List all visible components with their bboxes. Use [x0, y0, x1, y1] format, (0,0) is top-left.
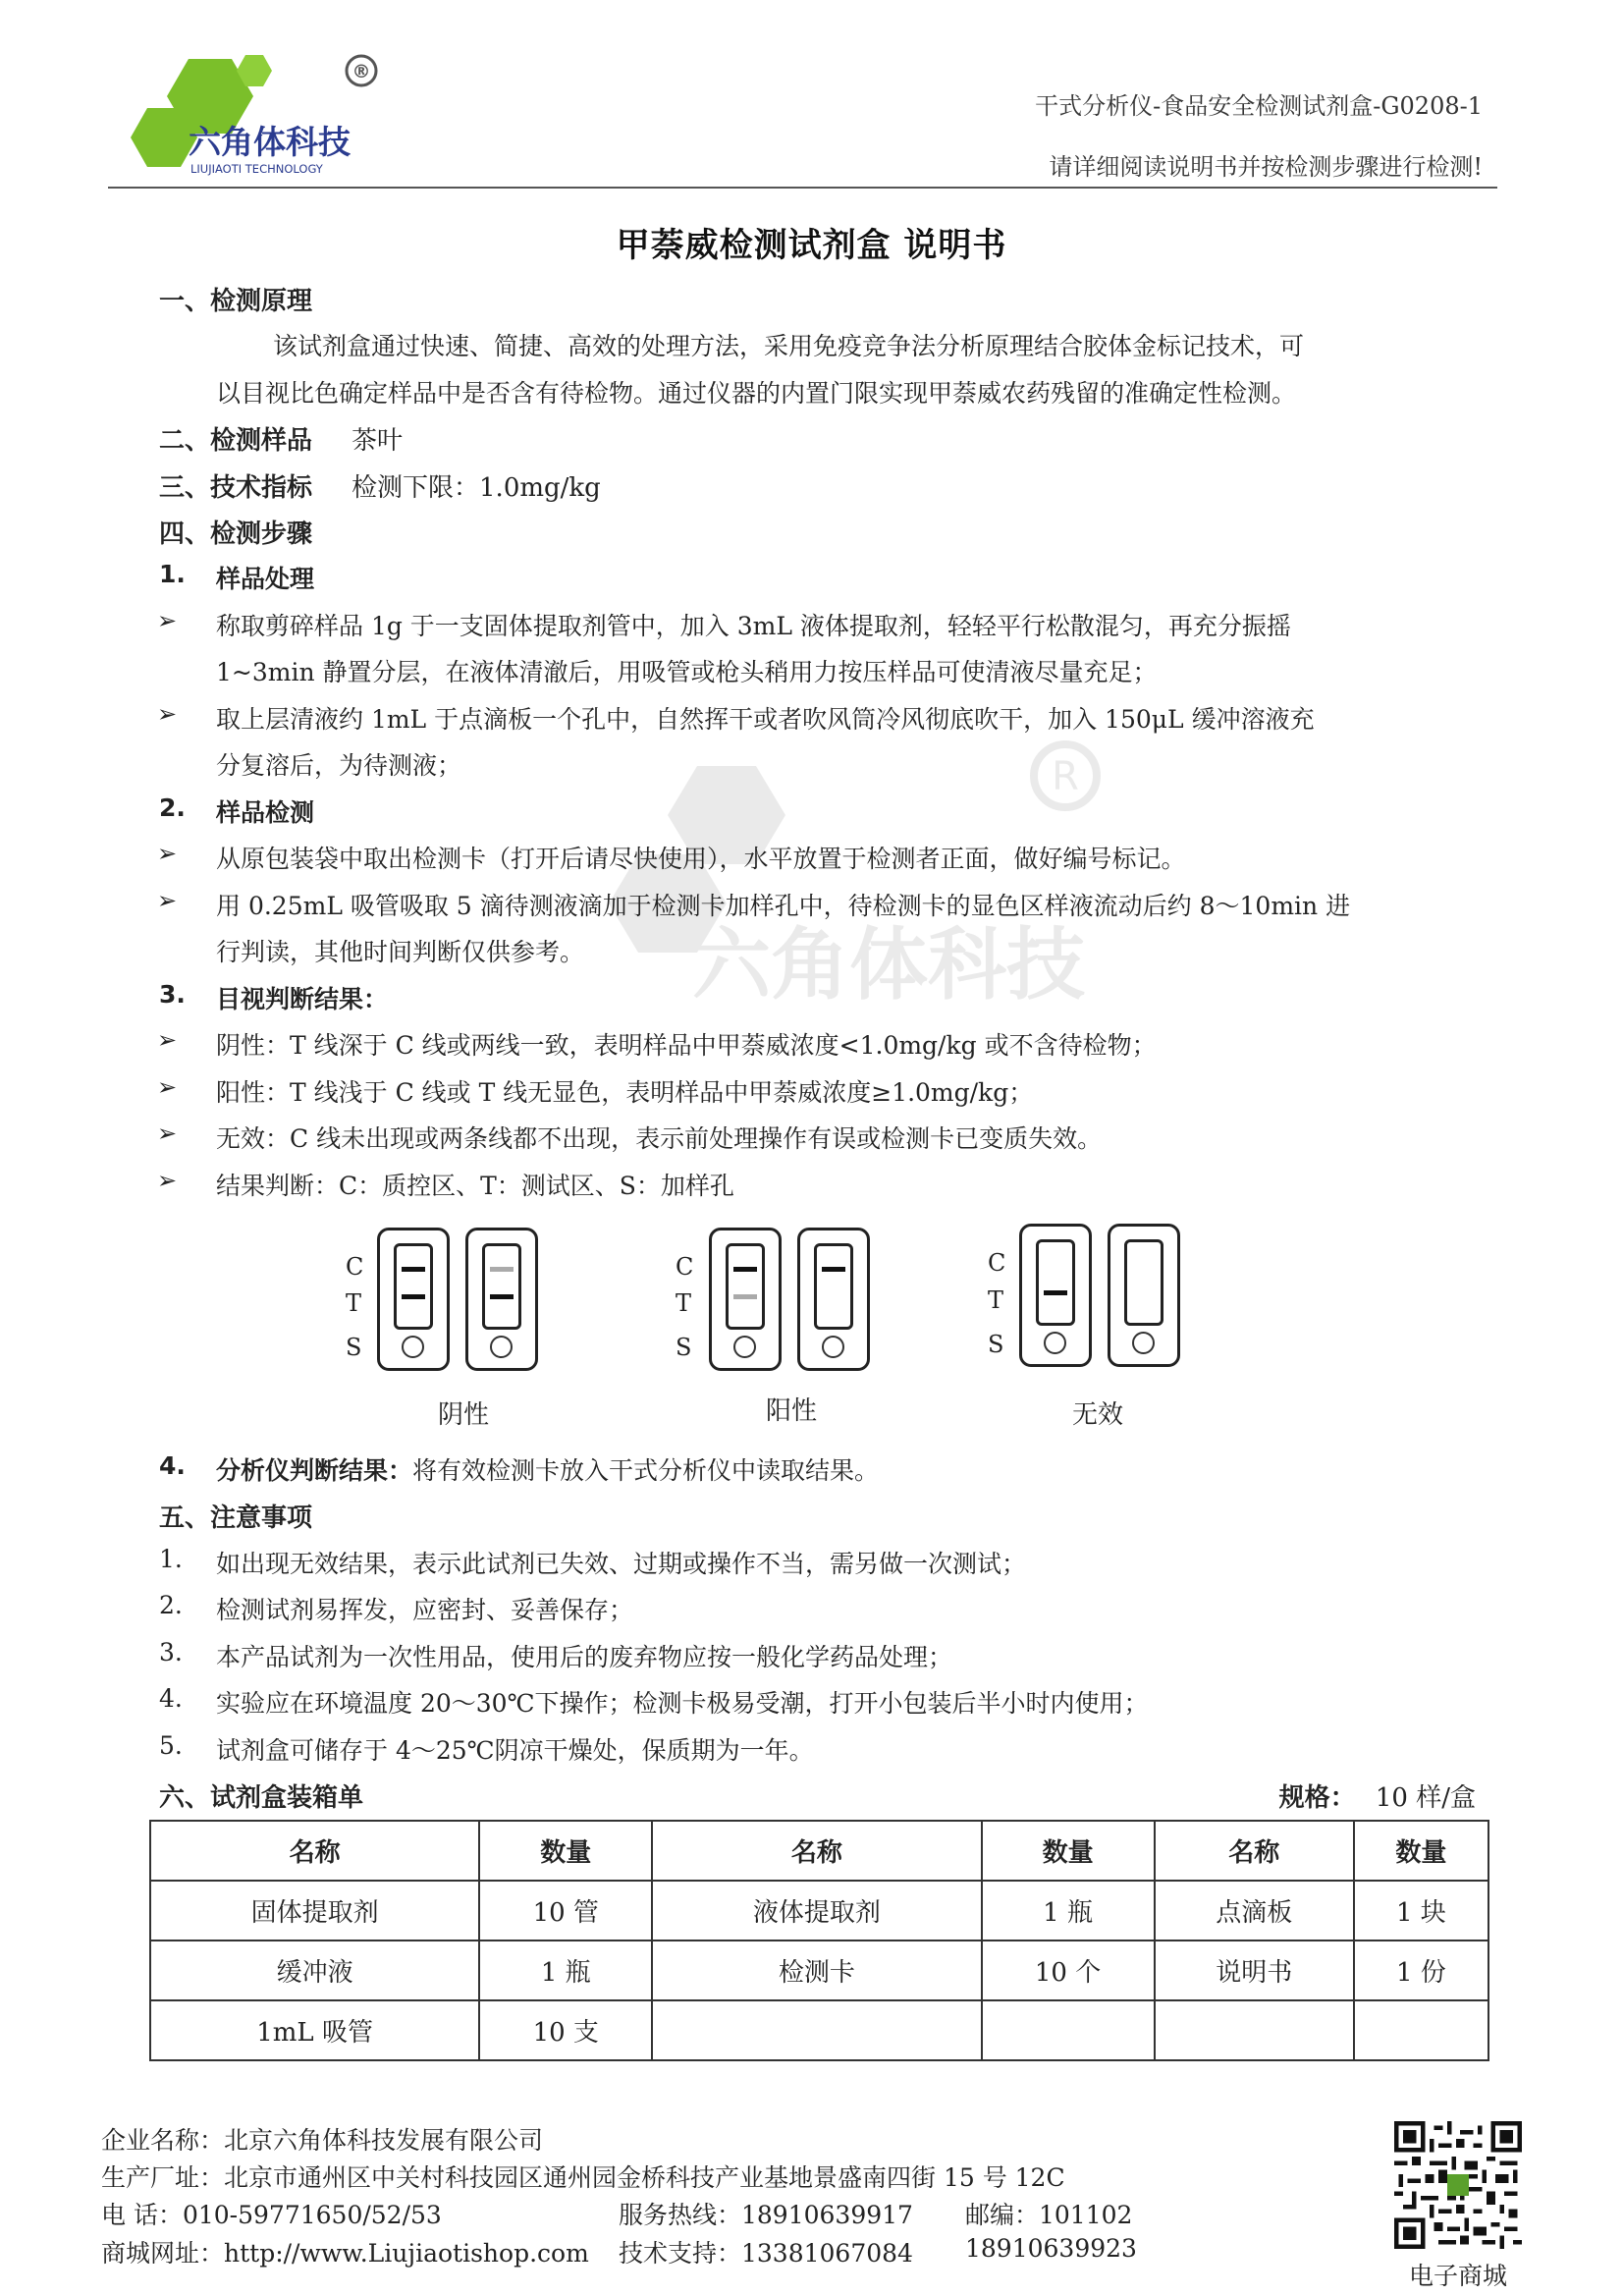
invalid-strip-2: [1108, 1224, 1180, 1367]
table-cell: [1354, 2000, 1488, 2060]
document-code: 干式分析仪-食品安全检测试剂盒-G0208-1: [1035, 92, 1483, 120]
sample-well: [1044, 1332, 1066, 1354]
logo-subtitle: LIUJIAOTI TECHNOLOGY: [190, 162, 323, 176]
arrow-bullet-icon: ➢: [157, 887, 178, 914]
strip-window: [726, 1243, 765, 1330]
svg-text:六角体科技: 六角体科技: [692, 919, 1085, 1011]
step4-text: 将有效检测卡放入干式分析仪中读取结果。: [412, 1456, 880, 1485]
c-line: [822, 1267, 845, 1272]
caption-invalid: 无效: [1071, 1400, 1123, 1430]
negative-strip-1: [377, 1228, 450, 1371]
logo-name: 六角体科技: [189, 123, 351, 161]
table-cell: 1 块: [1354, 1881, 1488, 1941]
footer-postcode: 邮编：101102: [965, 2201, 1133, 2229]
footer-shop-url[interactable]: 商城网址：http://www.Liujiaotishop.com: [101, 2239, 589, 2268]
section-packing-heading: 六、试剂盒装箱单: [159, 1783, 364, 1813]
sample-well: [733, 1336, 756, 1358]
table-cell: 液体提取剂: [652, 1881, 981, 1941]
result-negative-text: 阴性：T 线深于 C 线或两线一致，表明样品中甲萘威浓度<1.0mg/kg 或不含待检物；: [216, 1031, 1157, 1060]
caption-negative: 阴性: [437, 1400, 489, 1430]
table-cell: 10 支: [479, 2000, 652, 2060]
strip-label-t: T: [988, 1286, 1004, 1314]
c-line-faint: [490, 1267, 514, 1272]
step1-number: 1.: [159, 560, 186, 588]
table-cell: [982, 2000, 1155, 2060]
step2-bullet2-line2: 行判读，其他时间判断仅供参考。: [216, 938, 585, 966]
company-logo: [128, 47, 422, 185]
arrow-bullet-icon: ➢: [157, 700, 178, 728]
note-text: 检测试剂易挥发，应密封、妥善保存；: [216, 1596, 634, 1624]
arrow-bullet-icon: ➢: [157, 1073, 178, 1101]
strip-window: [1124, 1239, 1163, 1326]
column-header: 名称: [652, 1821, 981, 1881]
strip-label-c: C: [676, 1253, 694, 1281]
arrow-bullet-icon: ➢: [157, 607, 178, 634]
footer-support-2: 18910639923: [965, 2234, 1137, 2263]
registered-mark: ®: [352, 61, 371, 82]
strip-window: [1036, 1239, 1075, 1326]
read-notice: 请详细阅读说明书并按检测步骤进行检测!: [1049, 153, 1483, 181]
table-row: [150, 2000, 1488, 2060]
strip-label-c: C: [988, 1249, 1006, 1277]
note-number: 1.: [159, 1545, 183, 1573]
qr-code-icon[interactable]: [1394, 2121, 1522, 2249]
note-number: 5.: [159, 1731, 183, 1760]
footer-support: 技术支持：13381067084: [619, 2239, 913, 2268]
table-cell: 1 瓶: [982, 1881, 1155, 1941]
column-header: 名称: [150, 1821, 479, 1881]
note-number: 2.: [159, 1591, 183, 1619]
footer-phone: 电 话：010-59771650/52/53: [101, 2201, 442, 2229]
footer-company: 企业名称：北京六角体科技发展有限公司: [101, 2126, 544, 2155]
sample-value: 茶叶: [352, 426, 404, 456]
step2-label: 样品检测: [216, 798, 315, 827]
table-row: [150, 1881, 1488, 1941]
step1-bullet1-line2: 1~3min 静置分层，在液体清澈后，用吸管或枪头稍用力按压样品可使清液尽量充足；: [216, 658, 1158, 686]
table-cell: 1 瓶: [479, 1941, 652, 2000]
section-spec: [159, 467, 601, 504]
result-positive-text: 阳性：T 线浅于 C 线或 T 线无显色，表明样品中甲萘威浓度≥1.0mg/kg；: [216, 1078, 1034, 1107]
caption-positive: 阳性: [765, 1396, 817, 1426]
document-title: 甲萘威检测试剂盒 说明书: [616, 226, 1007, 265]
kit-spec: [1279, 1777, 1476, 1814]
positive-strip-1: [709, 1228, 782, 1371]
step2-bullet2-line1: 用 0.25mL 吸管吸取 5 滴待测液滴加于检测卡加样孔中，待检测卡的显色区样液流动后约 8～10min 进: [216, 892, 1351, 920]
table-cell: 固体提取剂: [150, 1881, 479, 1941]
strip-label-s: S: [988, 1331, 1004, 1358]
t-line: [402, 1294, 425, 1299]
c-line: [402, 1267, 425, 1272]
section-principle-heading: 一、检测原理: [159, 287, 313, 316]
step4-line: [216, 1451, 879, 1487]
footer-factory-address: 生产厂址：北京市通州区中关村科技园区通州园金桥科技产业基地景盛南四街 15 号 12C: [101, 2163, 1065, 2192]
step1-bullet2-line2: 分复溶后，为待测液；: [216, 751, 462, 780]
result-legend-text: 结果判断：C：质控区、T：测试区、S：加样孔: [216, 1172, 734, 1200]
watermark-logo: [604, 737, 1134, 1031]
kit-spec-value: 10 样/盒: [1375, 1783, 1476, 1813]
qr-caption: 电子商城: [1408, 2262, 1507, 2290]
spec-value: 检测下限：1.0mg/kg: [352, 473, 601, 503]
step3-number: 3.: [159, 980, 186, 1009]
strip-window: [394, 1243, 433, 1330]
c-line: [733, 1267, 757, 1272]
step2-bullet1: 从原包装袋中取出检测卡（打开后请尽快使用），水平放置于检测者正面，做好编号标记。: [216, 845, 1186, 873]
table-cell: [652, 2000, 981, 2060]
spec-heading: 三、技术指标: [159, 473, 313, 503]
section-notes-heading: 五、注意事项: [159, 1503, 313, 1533]
table-cell: 10 管: [479, 1881, 652, 1941]
positive-strip-2: [797, 1228, 870, 1371]
table-cell: 1mL 吸管: [150, 2000, 479, 2060]
column-header: 数量: [1354, 1821, 1488, 1881]
strip-window: [814, 1243, 853, 1330]
section-sample: [159, 420, 403, 457]
table-cell: 点滴板: [1155, 1881, 1354, 1941]
arrow-bullet-icon: ➢: [157, 1167, 178, 1194]
step1-bullet1-line1: 称取剪碎样品 1g 于一支固体提取剂管中，加入 3mL 液体提取剂，轻轻平行松散混匀，再充分振摇: [216, 612, 1291, 640]
strip-label-t: T: [676, 1289, 692, 1317]
table-cell: [1155, 2000, 1354, 2060]
t-line: [490, 1294, 514, 1299]
section-steps-heading: 四、检测步骤: [159, 519, 313, 549]
column-header: 数量: [982, 1821, 1155, 1881]
sample-well: [402, 1336, 424, 1358]
strip-label-t: T: [346, 1289, 362, 1317]
sample-heading: 二、检测样品: [159, 426, 313, 456]
step4-number: 4.: [159, 1451, 186, 1480]
header-divider: [108, 187, 1497, 189]
principle-text-line1: 该试剂盒通过快速、简捷、高效的处理方法，采用免疫竞争法分析原理结合胶体金标记技术，可: [273, 332, 1305, 360]
note-number: 4.: [159, 1684, 183, 1713]
step3-label: 目视判断结果：: [216, 985, 389, 1013]
svg-text:R: R: [1052, 754, 1079, 799]
table-cell: 缓冲液: [150, 1941, 479, 2000]
step1-label: 样品处理: [216, 565, 315, 593]
arrow-bullet-icon: ➢: [157, 840, 178, 867]
table-cell: 检测卡: [652, 1941, 981, 2000]
column-header: 名称: [1155, 1821, 1354, 1881]
strip-label-c: C: [346, 1253, 364, 1281]
sample-well: [822, 1336, 844, 1358]
note-number: 3.: [159, 1638, 183, 1667]
negative-strip-2: [465, 1228, 538, 1371]
sample-well: [490, 1336, 513, 1358]
strip-label-s: S: [676, 1334, 692, 1361]
footer-hotline: 服务热线：18910639917: [619, 2201, 913, 2229]
step2-number: 2.: [159, 793, 186, 822]
table-row: [150, 1941, 1488, 2000]
arrow-bullet-icon: ➢: [157, 1026, 178, 1054]
t-line-faint: [733, 1294, 757, 1299]
note-text: 实验应在环境温度 20～30℃下操作；检测卡极易受潮，打开小包装后半小时内使用；: [216, 1689, 1149, 1718]
note-text: 本产品试剂为一次性用品，使用后的废弃物应按一般化学药品处理；: [216, 1643, 953, 1671]
arrow-bullet-icon: ➢: [157, 1120, 178, 1147]
note-text: 如出现无效结果，表示此试剂已失效、过期或操作不当，需另做一次测试；: [216, 1550, 1027, 1578]
table-cell: 说明书: [1155, 1941, 1354, 2000]
sample-well: [1132, 1332, 1155, 1354]
note-text: 试剂盒可储存于 4～25℃阴凉干燥处，保质期为一年。: [216, 1736, 814, 1765]
table-cell: 1 份: [1354, 1941, 1488, 2000]
step4-label: 分析仪判断结果：: [216, 1456, 413, 1485]
strip-window: [482, 1243, 521, 1330]
kit-spec-label: 规格：: [1278, 1783, 1356, 1813]
principle-text-line2: 以目视比色确定样品中是否含有待检物。通过仪器的内置门限实现甲萘威农药残留的准确定性检测。: [216, 379, 1297, 408]
step1-bullet2-line1: 取上层清液约 1mL 于点滴板一个孔中，自然挥干或者吹风筒冷风彻底吹干，加入 150μL 缓冲溶液充: [216, 705, 1315, 734]
strip-label-s: S: [346, 1334, 362, 1361]
table-header-row: [150, 1821, 1488, 1881]
result-invalid-text: 无效：C 线未出现或两条线都不出现，表示前处理操作有误或检测卡已变质失效。: [216, 1124, 1103, 1153]
packing-list-table: [149, 1820, 1489, 2061]
invalid-strip-1: [1019, 1224, 1092, 1367]
column-header: 数量: [479, 1821, 652, 1881]
t-line: [1044, 1290, 1067, 1295]
table-cell: 10 个: [982, 1941, 1155, 2000]
